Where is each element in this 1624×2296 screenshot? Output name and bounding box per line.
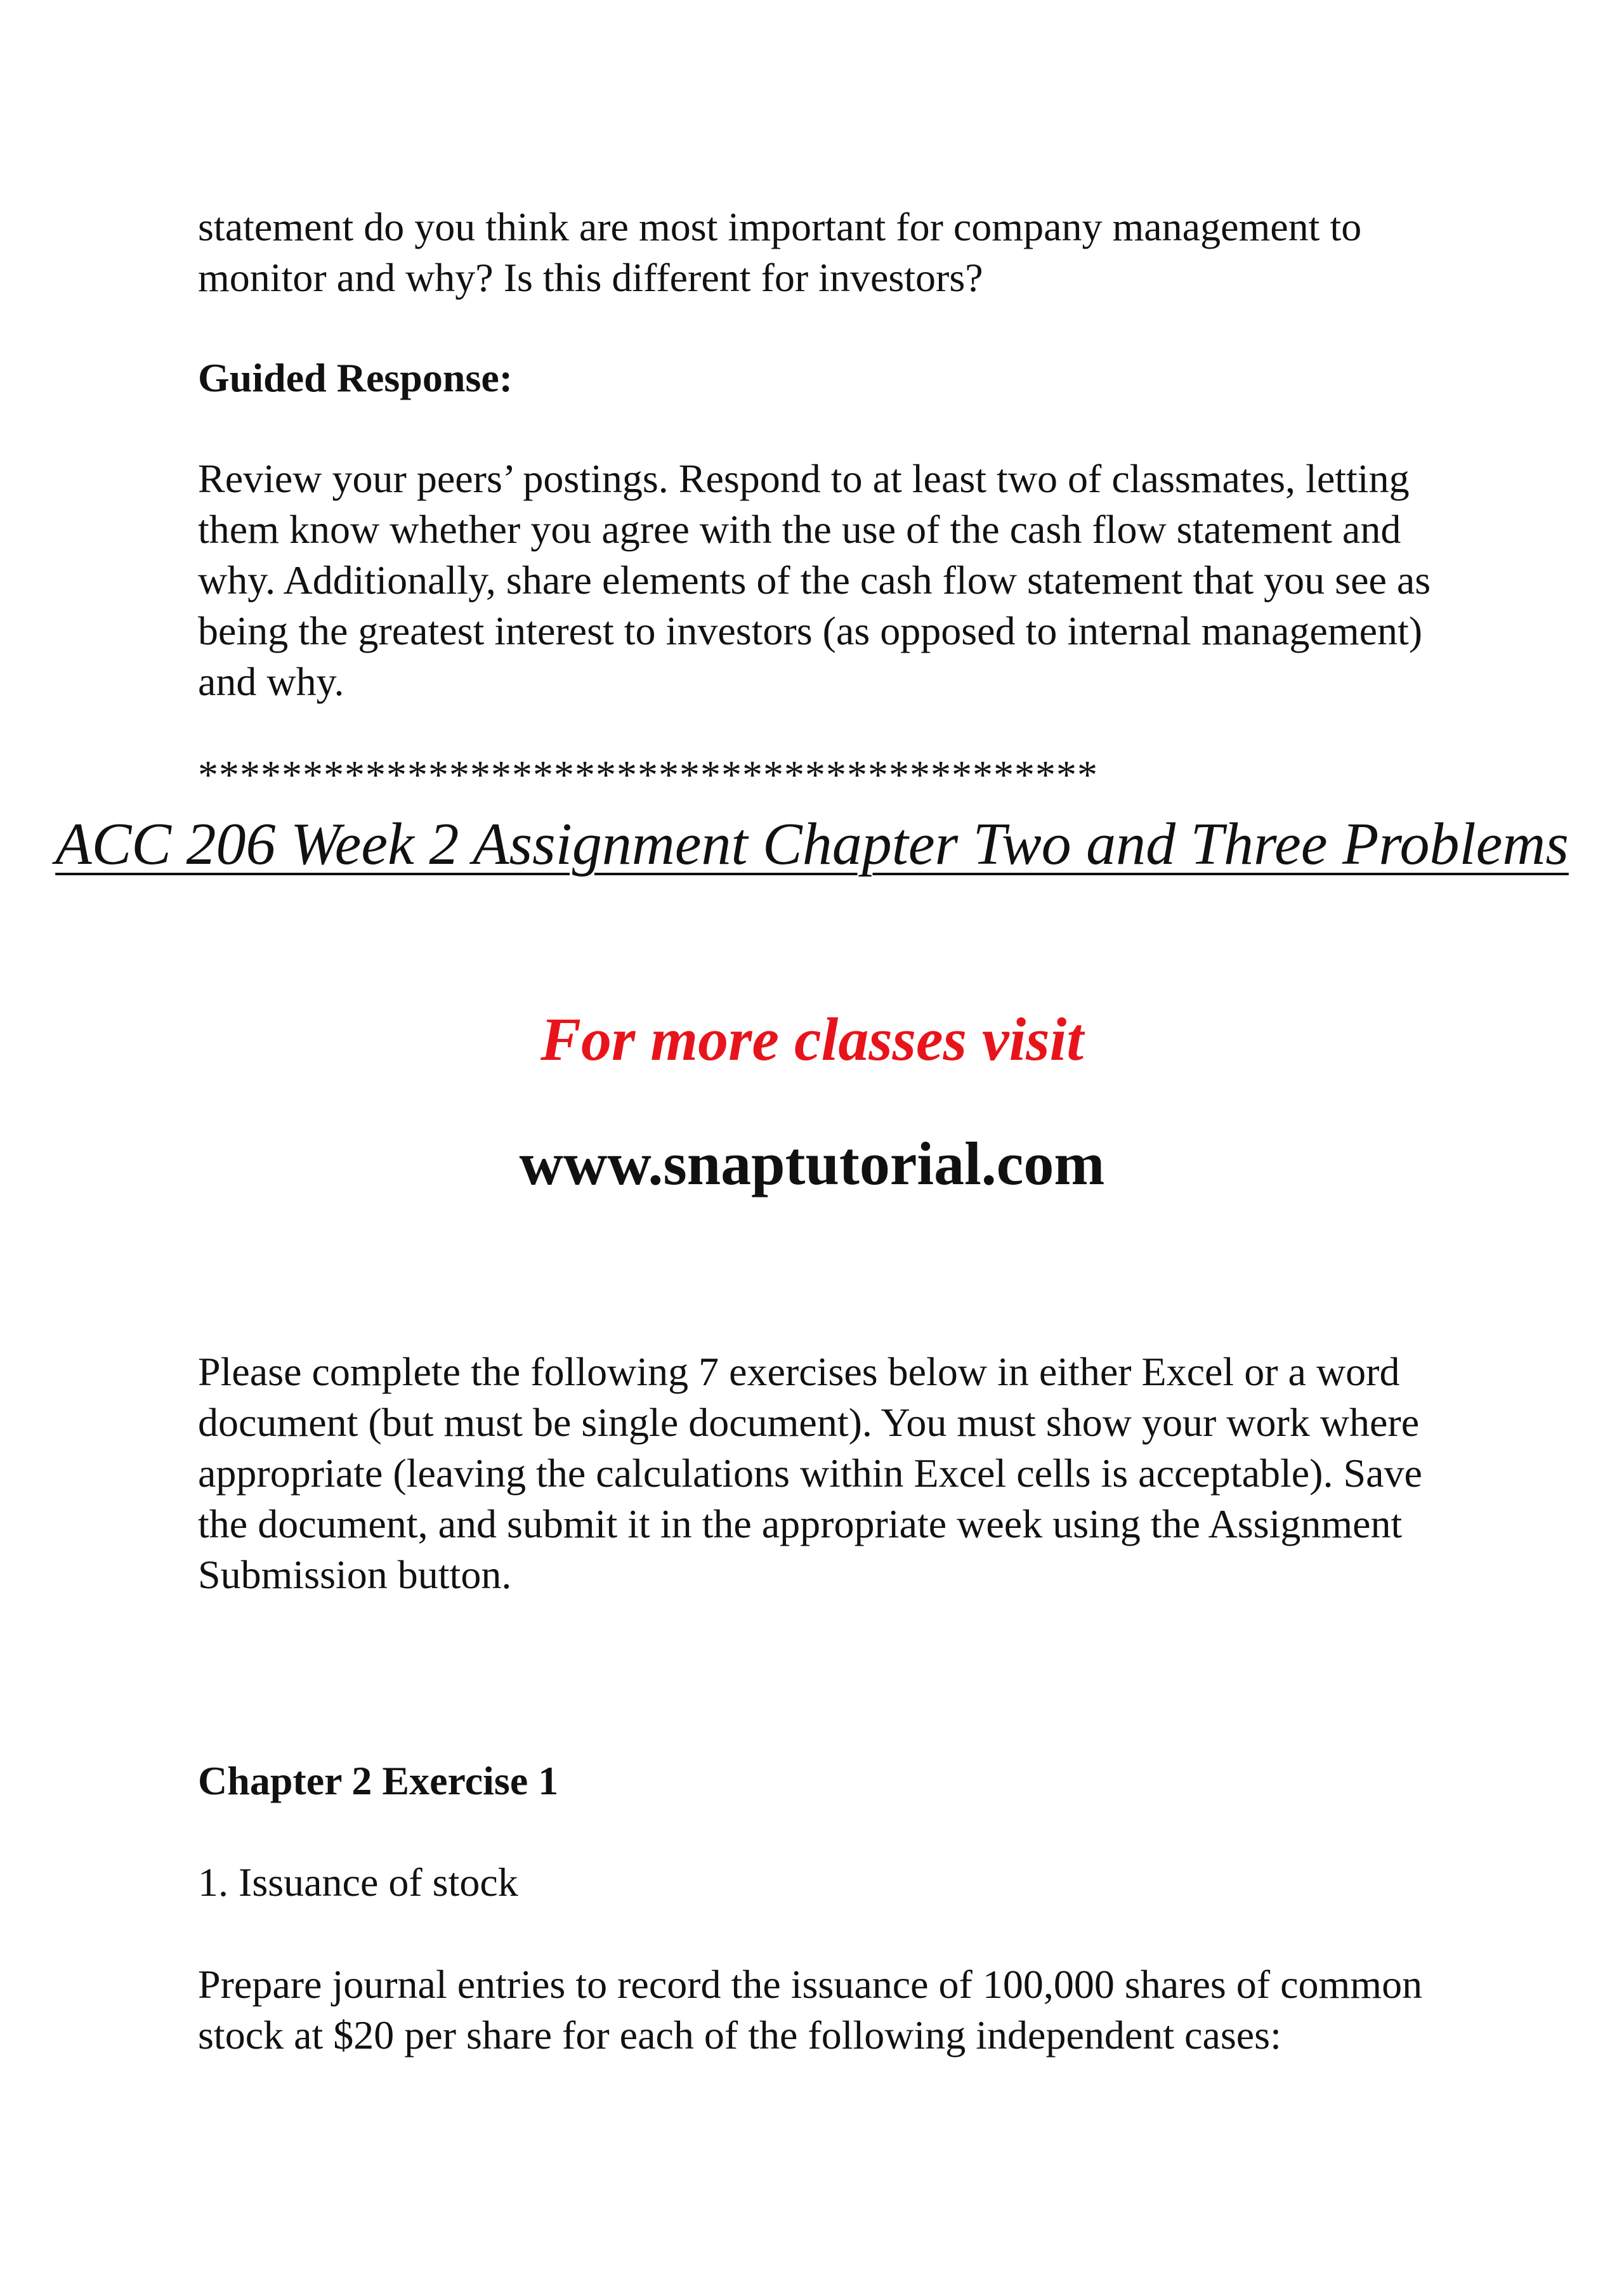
exercise-paragraph: Prepare journal entries to record the issuance of 100,000 shares of common stock at $20 per share for each of the following independent cases: bbox=[198, 1962, 1423, 2058]
exercise-heading: Chapter 2 Exercise 1 bbox=[198, 1758, 559, 1803]
assignment-title: ACC 206 Week 2 Assignment Chapter Two and Three Problems bbox=[55, 811, 1569, 877]
instructions-paragraph: Please complete the following 7 exercises below in either Excel or a word document (but must be single document). You must show your work where appropriate (leaving the calculations within Excel cells is acceptable). Save the document, and submit it in the appropriate week using the Assignment Submission button. bbox=[198, 1349, 1422, 1597]
separator-line: ******************************************* bbox=[198, 752, 1098, 797]
guided-response-heading: Guided Response: bbox=[198, 355, 513, 400]
guided-response-paragraph: Review your peers’ postings. Respond to at least two of classmates, letting them know whether you agree with the use of the cash flow statement and why. Additionally, share elements of the cash flow statement that you see as being the greatest interest to investors (as opposed to internal management) and why. bbox=[198, 456, 1431, 704]
promo-line: For more classes visit bbox=[540, 1005, 1084, 1073]
intro-paragraph: statement do you think are most important for company management to monitor and why? Is this different for investors? bbox=[198, 204, 1362, 300]
promo-url: www.snaptutorial.com bbox=[519, 1130, 1105, 1197]
exercise-item: 1. Issuance of stock bbox=[198, 1860, 518, 1905]
